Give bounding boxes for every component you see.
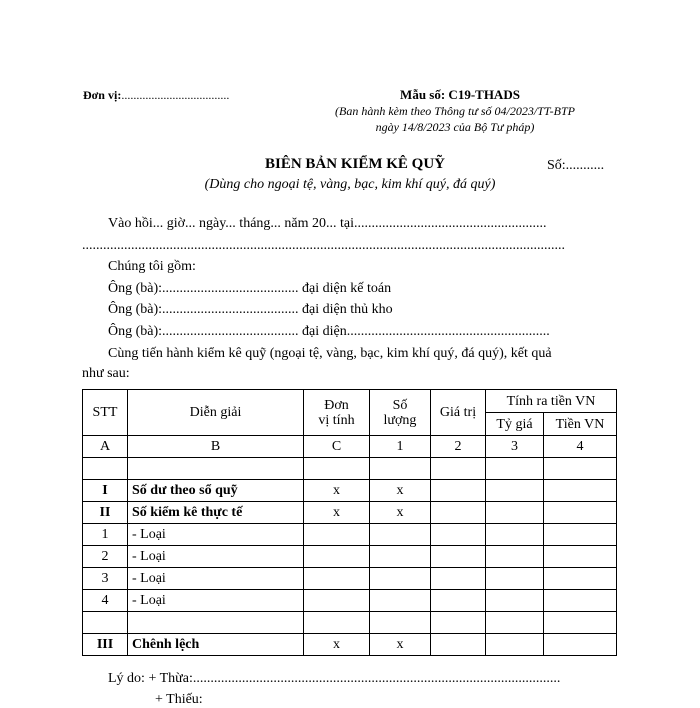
cell-value — [431, 546, 486, 568]
cell-stt: I — [83, 480, 128, 502]
code-cell: B — [128, 436, 304, 458]
cell-unit — [304, 546, 370, 568]
header-quantity-line-2: lượng — [383, 412, 417, 428]
result-intro-line-2: như sau: — [82, 366, 130, 381]
issued-by-line-1: (Ban hành kèm theo Thông tư số 04/2023/TT-BTP — [335, 104, 575, 118]
header-unit-line-1: Đơn — [324, 397, 349, 413]
cell-description: - Loại — [128, 568, 304, 590]
member-accountant: Ông (bà):....................................... đại diện kế toán — [108, 281, 392, 296]
table-row — [83, 480, 617, 502]
cell-description — [128, 612, 304, 634]
cell-value — [431, 568, 486, 590]
cell-unit — [304, 590, 370, 612]
cell-vnd — [544, 524, 617, 546]
cell-stt: 3 — [83, 568, 128, 590]
cell-description: - Loại — [128, 524, 304, 546]
cell-vnd — [544, 502, 617, 524]
cell-vnd — [544, 546, 617, 568]
cell-rate — [486, 480, 544, 502]
unit-label: Đơn vị: — [83, 88, 122, 102]
header-rate: Tỷ giá — [486, 413, 544, 436]
cell-value — [431, 634, 486, 656]
cell-unit: x — [304, 480, 370, 502]
cell-quantity — [370, 590, 431, 612]
cell-quantity — [370, 568, 431, 590]
cell-quantity — [370, 546, 431, 568]
table-row — [83, 546, 617, 568]
table-row — [83, 590, 617, 612]
cell-rate — [486, 568, 544, 590]
cell-value — [431, 524, 486, 546]
shortage-line: + Thiếu: — [155, 692, 203, 707]
cell-unit — [304, 524, 370, 546]
cell-quantity: x — [370, 480, 431, 502]
cell-unit — [304, 458, 370, 480]
cell-quantity: x — [370, 502, 431, 524]
cell-unit — [304, 612, 370, 634]
cell-vnd — [544, 590, 617, 612]
cell-description: - Loại — [128, 590, 304, 612]
document-number: Số:........... — [547, 158, 605, 173]
code-cell: 1 — [370, 436, 431, 458]
cell-rate — [486, 634, 544, 656]
cell-vnd — [544, 634, 617, 656]
time-place-line: Vào hồi... giờ... ngày... tháng... năm 20... tại....................................................... — [108, 216, 547, 231]
header-description: Diễn giải — [128, 390, 304, 436]
cell-unit: x — [304, 634, 370, 656]
result-intro-line-1: Cùng tiến hành kiểm kê quỹ (ngoại tệ, vàng, bạc, kim khí quý, đá quý), kết quả — [108, 346, 552, 361]
header-quantity-line-1: Số — [392, 397, 408, 413]
code-cell: 3 — [486, 436, 544, 458]
table-row — [83, 458, 617, 480]
cell-unit — [304, 568, 370, 590]
cell-value — [431, 458, 486, 480]
cell-stt — [83, 612, 128, 634]
cell-vnd — [544, 480, 617, 502]
code-cell: A — [83, 436, 128, 458]
member-other: Ông (bà):....................................... đại diện.......................................................... — [108, 324, 550, 339]
table-row — [83, 568, 617, 590]
cell-stt — [83, 458, 128, 480]
inventory-table — [82, 389, 617, 656]
header-unit-line-2: vị tính — [318, 412, 355, 428]
code-cell: C — [304, 436, 370, 458]
code-cell: 2 — [431, 436, 486, 458]
code-row — [83, 436, 617, 458]
cell-rate — [486, 590, 544, 612]
cell-description: Chênh lệch — [128, 634, 304, 656]
cell-description: Số dư theo sổ quỹ — [128, 480, 304, 502]
cell-quantity: x — [370, 634, 431, 656]
header-vnd: Tiền VN — [544, 413, 617, 436]
cell-stt: 4 — [83, 590, 128, 612]
cell-value — [431, 612, 486, 634]
cell-value — [431, 590, 486, 612]
members-intro: Chúng tôi gồm: — [108, 259, 196, 274]
dots-line: .......................................................................................................................................... — [82, 238, 565, 253]
cell-description: - Loại — [128, 546, 304, 568]
cell-quantity — [370, 612, 431, 634]
cell-value — [431, 502, 486, 524]
cell-rate — [486, 502, 544, 524]
header-unit — [304, 390, 370, 436]
cell-stt: 1 — [83, 524, 128, 546]
cell-vnd — [544, 458, 617, 480]
cell-vnd — [544, 568, 617, 590]
cell-unit: x — [304, 502, 370, 524]
form-number: Mẫu số: C19-THADS — [400, 87, 520, 102]
document-subtitle: (Dùng cho ngoại tệ, vàng, bạc, kim khí quý, đá quý) — [204, 177, 496, 192]
header-value: Giá trị — [431, 390, 486, 436]
cell-rate — [486, 524, 544, 546]
table-row — [83, 612, 617, 634]
table-row — [83, 634, 617, 656]
cell-rate — [486, 612, 544, 634]
cell-value — [431, 480, 486, 502]
unit-dots: .................................... — [121, 88, 230, 102]
table-row — [83, 524, 617, 546]
reason-line: Lý do: + Thừa:......................................................................................................... — [108, 671, 561, 686]
cell-vnd — [544, 612, 617, 634]
header-stt: STT — [83, 390, 128, 436]
cell-rate — [486, 546, 544, 568]
cell-rate — [486, 458, 544, 480]
cell-stt: II — [83, 502, 128, 524]
issued-by-line-2: ngày 14/8/2023 của Bộ Tư pháp) — [375, 120, 535, 134]
cell-stt: 2 — [83, 546, 128, 568]
cell-stt: III — [83, 634, 128, 656]
table-row — [83, 502, 617, 524]
header-convert-vnd: Tính ra tiền VN — [486, 390, 617, 413]
table-body — [83, 458, 617, 656]
cell-quantity — [370, 458, 431, 480]
unit-field — [83, 88, 229, 103]
member-storekeeper: Ông (bà):....................................... đại diện thủ kho — [108, 302, 393, 317]
document-title: BIÊN BẢN KIỂM KÊ QUỸ — [264, 156, 446, 172]
code-cell: 4 — [544, 436, 617, 458]
cell-description: Số kiểm kê thực tế — [128, 502, 304, 524]
header-quantity — [370, 390, 431, 436]
cell-description — [128, 458, 304, 480]
cell-quantity — [370, 524, 431, 546]
